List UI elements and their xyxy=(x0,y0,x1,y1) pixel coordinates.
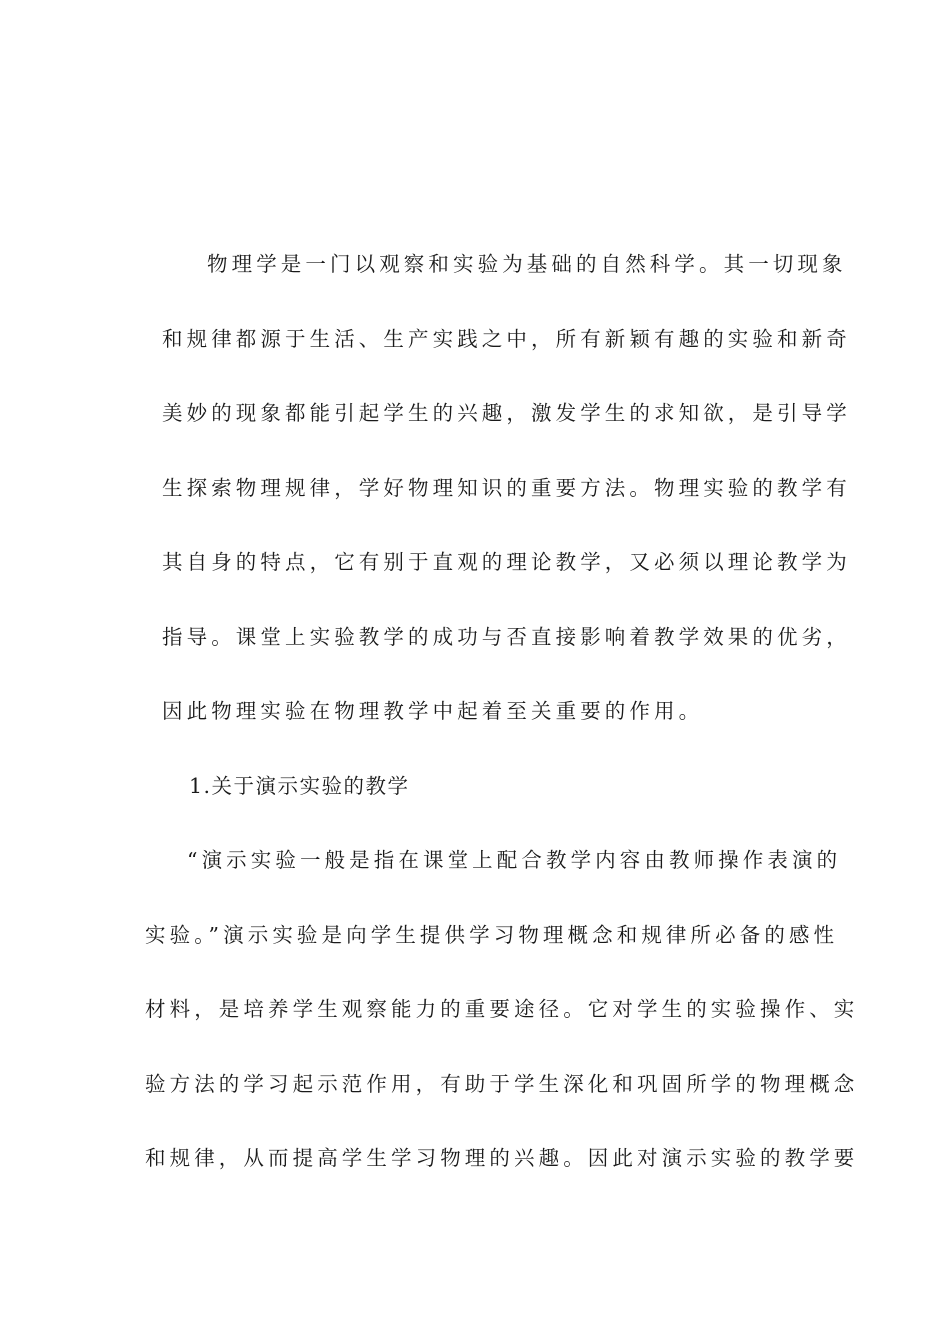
paragraph-line: 美妙的现象都能引起学生的兴趣，激发学生的求知欲，是引导学 xyxy=(162,401,851,425)
paragraph-line: 生探索物理规律，学好物理知识的重要方法。物理实验的教学有 xyxy=(162,476,851,500)
paragraph-line: 指导。课堂上实验教学的成功与否直接影响着教学效果的优劣， xyxy=(162,625,851,649)
paragraph-line: 材料，是培养学生观察能力的重要途径。它对学生的实验操作、实 xyxy=(145,997,859,1021)
paragraph-line: 实验。”演示实验是向学生提供学习物理概念和规律所必备的感性 xyxy=(145,923,839,947)
paragraph-line: 验方法的学习起示范作用，有助于学生深化和巩固所学的物理概念 xyxy=(145,1072,859,1096)
paragraph-line: 和规律都源于生活、生产实践之中，所有新颖有趣的实验和新奇 xyxy=(162,327,851,351)
paragraph-line: “演示实验一般是指在课堂上配合教学内容由教师操作表演的 xyxy=(187,848,842,872)
paragraph-line: 物理学是一门以观察和实验为基础的自然科学。其一切现象 xyxy=(207,252,847,276)
paragraph-line: 因此物理实验在物理教学中起着至关重要的作用。 xyxy=(162,699,704,723)
paragraph-line: 其自身的特点，它有别于直观的理论教学，又必须以理论教学为 xyxy=(162,550,851,574)
section-heading: 1.关于演示实验的教学 xyxy=(189,774,410,798)
paragraph-line: 和规律，从而提高学生学习物理的兴趣。因此对演示实验的教学要 xyxy=(145,1146,859,1170)
